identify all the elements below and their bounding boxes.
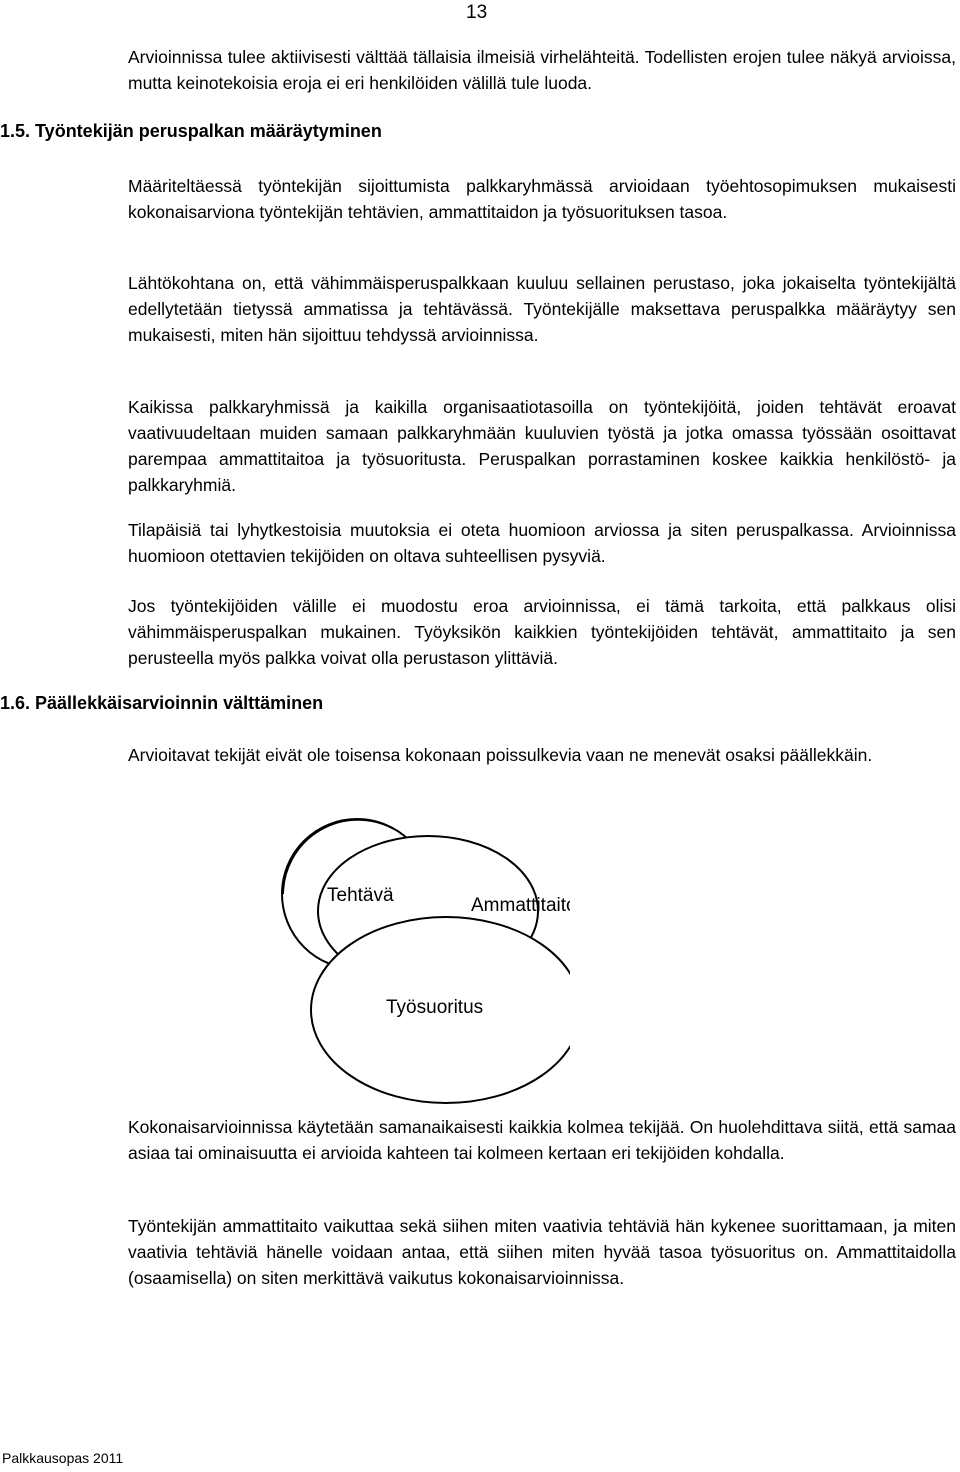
page-number: 13: [466, 2, 488, 23]
paragraph: Jos työntekijöiden välille ei muodostu eroa arvioinnissa, ei tämä tarkoita, että palkkaus olisi vähimmäisperuspalkan mukainen. Työyksikön kaikkien työntekijöiden tehtävät, ammattitaito ja sen perusteella myös palkka voivat olla perustason ylittäviä.: [128, 596, 956, 668]
paragraph: Arvioitavat tekijät eivät ole toisensa kokonaan poissulkevia vaan ne menevät osaksi päällekkäin.: [128, 745, 873, 765]
label-tyosuoritus: Työsuoritus: [386, 997, 484, 1018]
paragraph: Työntekijän ammattitaito vaikuttaa sekä siihen miten vaativia tehtäviä hän kykenee suorittamaan, ja miten vaativia tehtäviä hänelle voidaan antaa, että siihen miten hyvää tasoa työsuoritus on. Ammattitaidolla (osaamisella) on siten merkittävä vaikutus kokonaisarvioinnissa.: [128, 1216, 956, 1288]
venn-diagram: [270, 815, 570, 1125]
intro-paragraph: Arvioinnissa tulee aktiivisesti välttää tällaisia ilmeisiä virhelähteitä. Todellisten erojen tulee näkyä arvioissa, mutta keinotekoisia eroja ei eri henkilöiden välillä tule luoda.: [128, 47, 956, 93]
paragraph: Määriteltäessä työntekijän sijoittumista palkkaryhmässä arvioidaan työehtosopimuksen mukaisesti kokonaisarviona työntekijän tehtävien, ammattitaidon ja työsuorituksen tasoa.: [128, 176, 956, 222]
label-ammattitaito: Ammattitaito: [471, 895, 570, 916]
section-heading-1-5: 1.5. Työntekijän peruspalkan määräytyminen: [0, 121, 382, 141]
footer: Palkkausopas 2011: [2, 1450, 124, 1466]
label-tehtava: Tehtävä: [327, 885, 394, 906]
paragraph: Tilapäisiä tai lyhytkestoisia muutoksia ei oteta huomioon arviossa ja siten peruspalkassa. Arvioinnissa huomioon otettavien tekijöiden on oltava suhteellisen pysyviä.: [128, 520, 956, 566]
paragraph: Kaikissa palkkaryhmissä ja kaikilla organisaatiotasoilla on työntekijöitä, joiden tehtävät eroavat vaativuudeltaan muiden samaan palkkaryhmään kuuluvien työstä ja jotka omassa työssään osoittavat parempaa ammattitaitoa ja työsuoritusta. Peruspalkan porrastaminen koskee kaikkia henkilöstö- ja palkkaryhmiä.: [128, 397, 956, 495]
section-heading-1-6: 1.6. Päällekkäisarvioinnin välttäminen: [0, 693, 324, 713]
paragraph: Lähtökohtana on, että vähimmäisperuspalkkaan kuuluu sellainen perustaso, joka jokaiselta työntekijältä edellytetään tietyssä ammatissa ja tehtävässä. Työntekijälle maksettava peruspalkka määräytyy sen mukaisesti, miten hän sijoittuu tehdyssä arvioinnissa.: [128, 273, 956, 345]
paragraph: Kokonaisarvioinnissa käytetään samanaikaisesti kaikkia kolmea tekijää. On huolehdittava siitä, että samaa asiaa tai ominaisuutta ei arvioida kahteen tai kolmeen kertaan eri tekijöiden kohdalla.: [128, 1117, 956, 1163]
venn-diagram-svg: [270, 815, 570, 1125]
